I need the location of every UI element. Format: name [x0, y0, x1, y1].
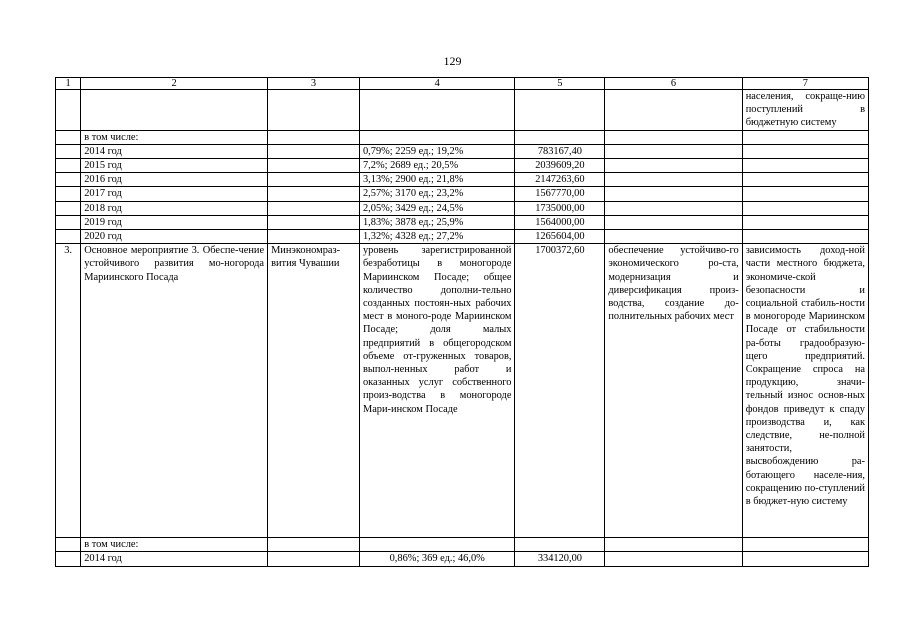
continuation-row: [56, 90, 869, 131]
year-cell: 2019 год: [81, 215, 268, 229]
amount-cell: 2147263,60: [515, 173, 605, 187]
year-row: [56, 552, 869, 566]
column-number: 7: [742, 78, 868, 90]
subtotal-label-row: [56, 130, 869, 144]
year-row: [56, 144, 869, 158]
year-row: [56, 173, 869, 187]
indicator-cell: 1,32%; 4328 ед.; 27,2%: [359, 230, 515, 244]
risk-continuation-cell: населения, сокраще-нию поступлений в бюджетную систему: [742, 90, 868, 131]
year-cell: 2014 год: [81, 552, 268, 566]
indicator-cell: 7,2%; 2689 ед.; 20,5%: [359, 159, 515, 173]
amount-cell: 1735000,00: [515, 201, 605, 215]
program-measures-table: [55, 77, 869, 567]
column-number: 2: [81, 78, 268, 90]
column-number: 3: [268, 78, 360, 90]
year-row: [56, 159, 869, 173]
including-label: в том числе:: [81, 130, 268, 144]
year-cell: 2015 год: [81, 159, 268, 173]
amount-cell: 2039609,20: [515, 159, 605, 173]
indicator-cell: 2,05%; 3429 ед.; 24,5%: [359, 201, 515, 215]
column-number-row: [56, 78, 869, 90]
measure-number: 3.: [56, 244, 81, 538]
column-number: 1: [56, 78, 81, 90]
page-number: 129: [443, 54, 462, 68]
year-row: [56, 215, 869, 229]
year-cell: 2020 год: [81, 230, 268, 244]
year-cell: 2017 год: [81, 187, 268, 201]
measure-risk: зависимость доход-ной части местного бюджета, экономиче-ской безопасности и социальной стабиль-ности в моногороде Мариинском Посаде от стабильности ра-боты градообразую-щего предприятий. Сокращение спроса на продукцию, значи-тельный износ основ-ных фондов приведут к спаду производства и, как следствие, не-полной занятости, высвобождению ра-ботающего населе-ния, сокращению по-ступлений в бюджет-ную систему: [742, 244, 868, 538]
year-cell: 2018 год: [81, 201, 268, 215]
column-number: 5: [515, 78, 605, 90]
amount-cell: 1567770,00: [515, 187, 605, 201]
indicator-cell: 0,86%; 369 ед.; 46,0%: [359, 552, 515, 566]
subtotal-label-row: [56, 538, 869, 552]
year-row: [56, 230, 869, 244]
amount-cell: 334120,00: [515, 552, 605, 566]
indicator-cell: 0,79%; 2259 ед.; 19,2%: [359, 144, 515, 158]
amount-cell: 783167,40: [515, 144, 605, 158]
indicator-cell: 3,13%; 2900 ед.; 21,8%: [359, 173, 515, 187]
year-row: [56, 187, 869, 201]
amount-cell: 1265604,00: [515, 230, 605, 244]
column-number: 4: [359, 78, 515, 90]
column-number: 6: [605, 78, 742, 90]
year-cell: 2016 год: [81, 173, 268, 187]
measure-amount: 1700372,60: [515, 244, 605, 538]
year-row: [56, 201, 869, 215]
measure-row: [56, 244, 869, 538]
measure-executor: Минэкономраз-вития Чувашии: [268, 244, 360, 538]
indicator-cell: 1,83%; 3878 ед.; 25,9%: [359, 215, 515, 229]
measure-result: обеспечение устойчиво-го экономического ро-ста, модернизация и диверсификация произ-водства, создание до-полнительных рабочих мест: [605, 244, 742, 538]
year-cell: 2014 год: [81, 144, 268, 158]
including-label: в том числе:: [81, 538, 268, 552]
indicator-cell: 2,57%; 3170 ед.; 23,2%: [359, 187, 515, 201]
measure-name: Основное мероприятие 3. Обеспе-чение устойчивого развития мо-ногорода Мариинского Посада: [81, 244, 268, 538]
amount-cell: 1564000,00: [515, 215, 605, 229]
measure-indicators: уровень зарегистрированной безработицы в моногороде Мариинском Посаде; общее количество дополни-тельно созданных постоян-ных рабочих мест в моного-роде Мариинском Посаде; доля малых предприятий в общегородском объеме от-груженных товаров, выпол-ненных работ и оказанных услуг собственного произ-водства в моногороде Мари-инском Посаде: [359, 244, 515, 538]
